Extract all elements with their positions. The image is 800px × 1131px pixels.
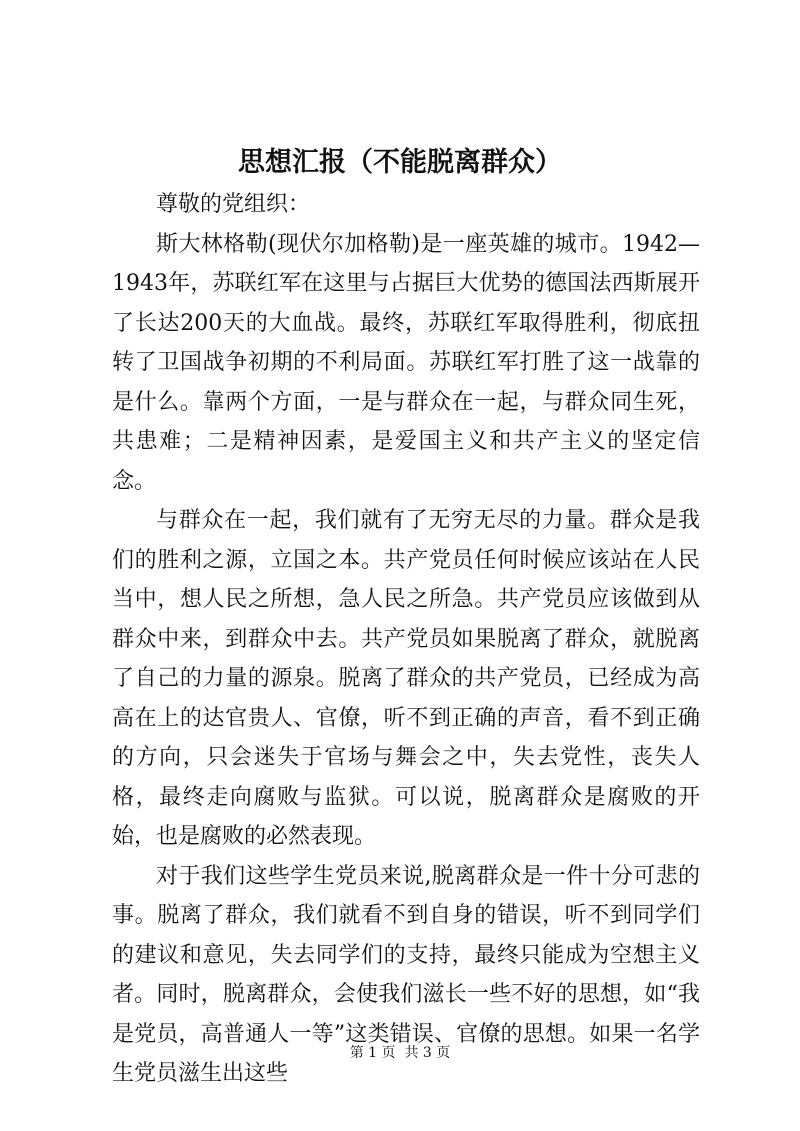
paragraph-1: 斯大林格勒(现伏尔加格勒)是一座英雄的城市。1942—1943年，苏联红军在这里与占据巨大优势的德国法西斯展开了长达200天的大血战。最终，苏联红军取得胜利，彻底扭转了卫国战争初期的不利局面。苏联红军打胜了这一战靠的是什么。靠两个方面，一是与群众在一起，与群众同生死，共患难；二是精神因素，是爱国主义和共产主义的坚定信念。 bbox=[112, 231, 700, 494]
paragraph-2: 与群众在一起，我们就有了无穷无尽的力量。群众是我们的胜利之源，立国之本。共产党员任何时候应该站在人民当中，想人民之所想，急人民之所急。共产党员应该做到从群众中来，到群众中去。共产党员如果脱离了群众，就脱离了自己的力量的源泉。脱离了群众的共产党员，已经成为高高在上的达官贵人、官僚，听不到正确的声音，看不到正确的方向，只会迷失于官场与舞会之中，失去党性，丧失人格，最终走向腐败与监狱。可以说，脱离群众是腐败的开始，也是腐败的必然表现。 bbox=[112, 508, 700, 849]
page-footer: 第 1 页 共 3 页 bbox=[349, 1045, 451, 1061]
paragraph-3: 对于我们这些学生党员来说,脱离群众是一件十分可悲的事。脱离了群众，我们就看不到自身的错误，听不到同学们的建议和意见，失去同学们的支持，最终只能成为空想主义者。同时，脱离群众，会使我们滋长一些不好的思想，如“我是党员，高普通人一等”这类错误、官僚的思想。如果一名学生党员滋生出这些 bbox=[112, 863, 700, 1086]
document-body bbox=[112, 185, 700, 1094]
document-title: 思想汇报（不能脱离群众） bbox=[238, 147, 562, 178]
salutation: 尊敬的党组织： bbox=[156, 192, 311, 217]
